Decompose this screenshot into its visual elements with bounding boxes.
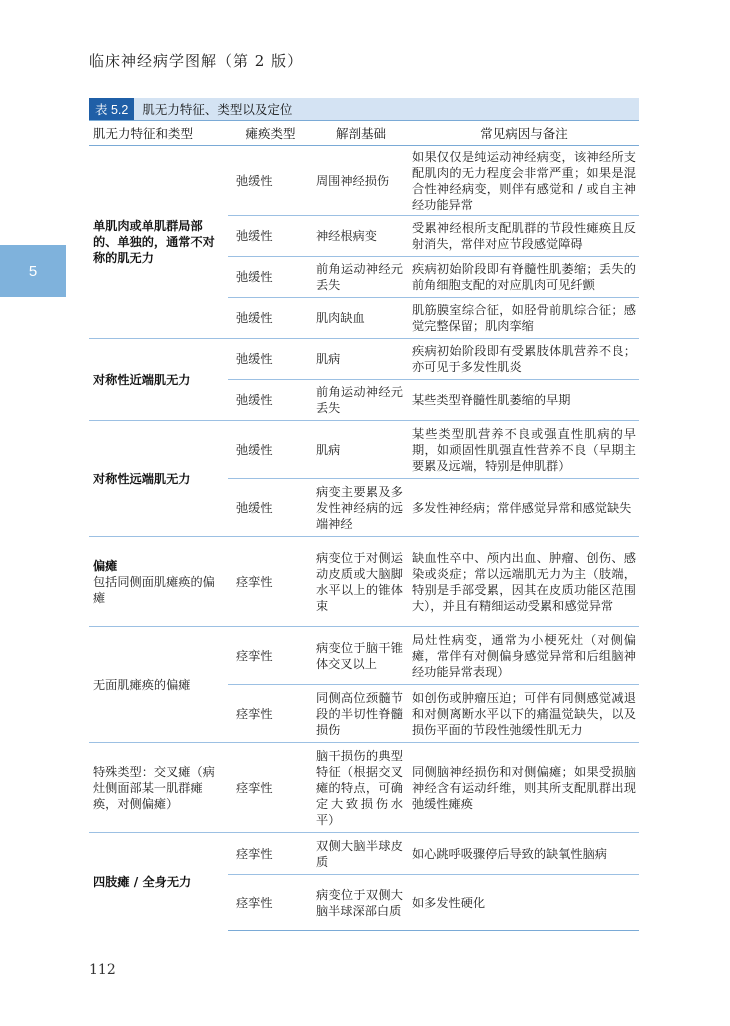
category-label: 特殊类型：交叉瘫（病灶侧面部某一肌群瘫痪，对侧偏瘫） xyxy=(93,764,215,811)
paralysis-type-cell: 痉挛性 xyxy=(228,743,313,833)
anatomy-cell: 同侧高位颈髓节段的半切性脊髓损伤 xyxy=(313,685,409,743)
weakness-table xyxy=(89,121,639,931)
page-number: 112 xyxy=(89,962,116,978)
anatomy-cell: 病变主要累及多发性神经病的远端神经 xyxy=(313,479,409,537)
paralysis-type-cell: 弛缓性 xyxy=(228,146,313,216)
category-label: 偏瘫 xyxy=(93,558,118,573)
category-cell xyxy=(89,627,228,743)
category-label: 单肌肉或单肌群局部的、单独的，通常不对称的肌无力 xyxy=(93,219,215,265)
anatomy-cell: 双侧大脑半球皮质 xyxy=(313,833,409,875)
category-label: 对称性近端肌无力 xyxy=(93,372,191,387)
book-running-header: 临床神经病学图解（第 2 版） xyxy=(89,52,304,70)
cause-cell: 某些类型脊髓性肌萎缩的早期 xyxy=(409,380,639,421)
paralysis-type-cell: 弛缓性 xyxy=(228,380,313,421)
table-row xyxy=(89,627,639,685)
chapter-side-tab xyxy=(0,245,66,297)
cause-cell: 如心跳呼吸骤停后导致的缺氧性脑病 xyxy=(409,833,639,875)
category-cell xyxy=(89,421,228,537)
table-row xyxy=(89,743,639,833)
cause-cell: 受累神经根所支配肌群的节段性瘫痪且反射消失，常伴对应节段感觉障碍 xyxy=(409,216,639,257)
category-label: 无面肌瘫痪的偏瘫 xyxy=(93,677,191,692)
table-row xyxy=(89,146,639,216)
table-title-bar xyxy=(89,98,639,121)
column-header: 肌无力特征和类型 xyxy=(89,121,228,146)
cause-cell: 如多发性硬化 xyxy=(409,875,639,931)
cause-cell: 多发性神经病；常伴感觉异常和感觉缺失 xyxy=(409,479,639,537)
cause-cell: 缺血性卒中、颅内出血、肿瘤、创伤、感染或炎症；常以远端肌无力为主（肢端，特别是手部受累，因其在皮质功能区范围大），并且有精细运动受累和感觉异常 xyxy=(409,537,639,627)
table-row xyxy=(89,421,639,479)
table-container xyxy=(89,98,639,931)
column-header: 常见病因与备注 xyxy=(409,121,639,146)
anatomy-cell: 肌病 xyxy=(313,339,409,380)
paralysis-type-cell: 弛缓性 xyxy=(228,216,313,257)
cause-cell: 某些类型肌营养不良或强直性肌病的早期，如顽固性肌强直性营养不良（早期主要累及远端，特别是伸肌群） xyxy=(409,421,639,479)
paralysis-type-cell: 痉挛性 xyxy=(228,833,313,875)
paralysis-type-cell: 弛缓性 xyxy=(228,479,313,537)
category-label: 对称性远端肌无力 xyxy=(93,471,191,486)
cause-cell: 疾病初始阶段即有脊髓性肌萎缩；丢失的前角细胞支配的对应肌肉可见纤颤 xyxy=(409,257,639,298)
category-cell xyxy=(89,833,228,931)
anatomy-cell: 病变位于双侧大脑半球深部白质 xyxy=(313,875,409,931)
anatomy-cell: 周围神经损伤 xyxy=(313,146,409,216)
table-row xyxy=(89,537,639,627)
anatomy-cell: 病变位于脑干锥体交叉以上 xyxy=(313,627,409,685)
category-cell xyxy=(89,537,228,627)
category-label: 四肢瘫 / 全身无力 xyxy=(93,874,192,889)
paralysis-type-cell: 弛缓性 xyxy=(228,257,313,298)
cause-cell: 疾病初始阶段即有受累肢体肌营养不良；亦可见于多发性肌炎 xyxy=(409,339,639,380)
anatomy-cell: 前角运动神经元丢失 xyxy=(313,257,409,298)
column-header: 瘫痪类型 xyxy=(228,121,313,146)
table-caption: 肌无力特征、类型以及定位 xyxy=(142,102,293,117)
category-cell xyxy=(89,146,228,339)
table-header-row xyxy=(89,121,639,146)
paralysis-type-cell: 痉挛性 xyxy=(228,537,313,627)
cause-cell: 肌筋膜室综合征，如胫骨前肌综合征；感觉完整保留；肌肉挛缩 xyxy=(409,298,639,339)
anatomy-cell: 脑干损伤的典型特征（根据交叉瘫的特点，可确定大致损伤水平） xyxy=(313,743,409,833)
category-sublabel: 包括同侧面肌瘫痪的偏瘫 xyxy=(93,574,215,605)
category-cell xyxy=(89,339,228,421)
paralysis-type-cell: 弛缓性 xyxy=(228,298,313,339)
table-row xyxy=(89,833,639,875)
cause-cell: 如创伤或肿瘤压迫；可伴有同侧感觉减退和对侧离断水平以下的痛温觉缺失，以及损伤平面的节段性弛缓性肌无力 xyxy=(409,685,639,743)
category-cell xyxy=(89,743,228,833)
paralysis-type-cell: 弛缓性 xyxy=(228,339,313,380)
cause-cell: 如果仅仅是纯运动神经病变，该神经所支配肌肉的无力程度会非常严重；如果是混合性神经病变，则伴有感觉和 / 或自主神经功能异常 xyxy=(409,146,639,216)
column-header: 解剖基础 xyxy=(313,121,409,146)
anatomy-cell: 肌病 xyxy=(313,421,409,479)
anatomy-cell: 神经根病变 xyxy=(313,216,409,257)
paralysis-type-cell: 弛缓性 xyxy=(228,421,313,479)
paralysis-type-cell: 痉挛性 xyxy=(228,875,313,931)
table-row xyxy=(89,339,639,380)
cause-cell: 局灶性病变，通常为小梗死灶（对侧偏瘫，常伴有对侧偏身感觉异常和后组脑神经功能异常表现） xyxy=(409,627,639,685)
cause-cell: 同侧脑神经损伤和对侧偏瘫；如果受损脑神经含有运动纤维，则其所支配肌群出现弛缓性瘫痪 xyxy=(409,743,639,833)
anatomy-cell: 前角运动神经元丢失 xyxy=(313,380,409,421)
anatomy-cell: 肌肉缺血 xyxy=(313,298,409,339)
paralysis-type-cell: 痉挛性 xyxy=(228,685,313,743)
chapter-number: 5 xyxy=(28,262,38,280)
table-label: 表 5.2 xyxy=(89,98,134,120)
anatomy-cell: 病变位于对侧运动皮质或大脑脚水平以上的锥体束 xyxy=(313,537,409,627)
paralysis-type-cell: 痉挛性 xyxy=(228,627,313,685)
